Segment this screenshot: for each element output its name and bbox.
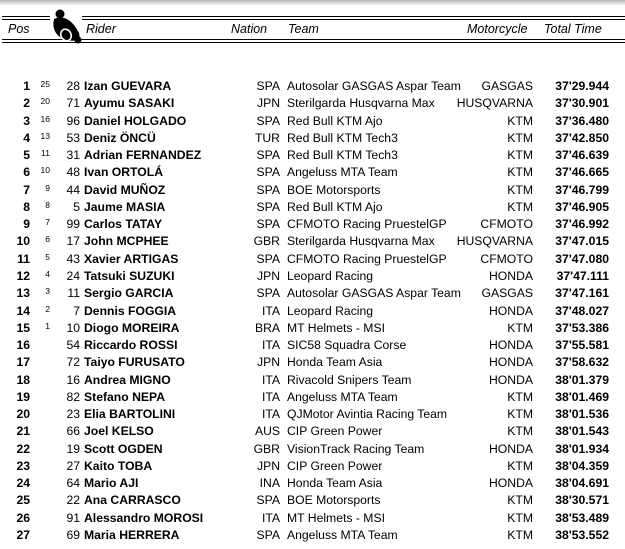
motorcycle: KTM — [507, 320, 533, 335]
motorcycle: KTM — [507, 182, 533, 197]
table-row — [0, 95, 625, 112]
position: 2 — [23, 96, 30, 111]
nation: ITA — [261, 303, 280, 318]
total-time: 38'53.552 — [555, 528, 609, 543]
nation: BRA — [254, 320, 280, 335]
team: BOE Motorsports — [287, 493, 381, 508]
points: 1 — [45, 320, 50, 331]
nation: ITA — [261, 407, 280, 422]
motorcycle: KTM — [507, 424, 533, 439]
points: 5 — [45, 251, 50, 262]
motorcycle: GASGAS — [481, 286, 533, 301]
header-nation: Nation — [231, 22, 268, 36]
rider-name: Riccardo ROSSI — [84, 338, 178, 353]
points: 4 — [45, 268, 50, 279]
motorcycle: KTM — [507, 407, 533, 422]
motorcycle: HONDA — [488, 338, 533, 353]
team: QJMotor Avintia Racing Team — [287, 407, 448, 422]
rider-number: 23 — [66, 407, 80, 422]
total-time: 38'01.536 — [555, 407, 609, 422]
rider-number: 24 — [66, 268, 80, 283]
table-row — [0, 527, 625, 544]
table-row — [0, 285, 625, 302]
nation: SPA — [256, 528, 280, 543]
position: 1 — [23, 79, 30, 93]
table-row — [0, 320, 625, 337]
total-time: 38'01.934 — [555, 441, 609, 456]
motorcycle: KTM — [507, 493, 533, 508]
rider-number: 44 — [66, 182, 80, 197]
position: 13 — [16, 286, 30, 301]
position: 15 — [16, 320, 30, 335]
team: Angeluss MTA Team — [287, 528, 398, 543]
nation: SPA — [256, 182, 280, 197]
table-row — [0, 164, 625, 181]
motorcycle: KTM — [507, 510, 533, 525]
table-row — [0, 216, 625, 233]
nation: SPA — [256, 199, 280, 214]
points: 9 — [45, 182, 50, 193]
header-total-time: Total Time — [544, 22, 602, 36]
rider-name: Joel KELSO — [84, 424, 154, 439]
total-time: 37'46.639 — [555, 148, 609, 163]
rider-number: 10 — [66, 320, 80, 335]
rider-name: Maria HERRERA — [84, 528, 180, 543]
nation: SPA — [256, 286, 280, 301]
points: 25 — [40, 79, 50, 89]
position: 3 — [23, 113, 30, 128]
position: 11 — [17, 251, 30, 266]
team: MT Helmets - MSI — [287, 320, 385, 335]
team: Angeluss MTA Team — [287, 389, 398, 404]
table-row — [0, 423, 625, 440]
nation: ITA — [261, 338, 280, 353]
rider-number: 99 — [66, 217, 80, 232]
total-time: 37'29.944 — [555, 79, 609, 93]
rider-name: John MCPHEE — [84, 234, 169, 249]
rider-number: 19 — [66, 441, 80, 456]
team: Honda Team Asia — [287, 355, 383, 370]
total-time: 37'47.111 — [556, 268, 609, 283]
nation: TUR — [254, 130, 280, 145]
position: 20 — [16, 407, 30, 422]
team: SIC58 Squadra Corse — [287, 338, 407, 353]
nation: INA — [259, 476, 280, 491]
position: 23 — [16, 458, 30, 473]
team: Angeluss MTA Team — [287, 165, 398, 180]
rider-name: Dennis FOGGIA — [84, 303, 177, 318]
rider-number: 16 — [66, 372, 80, 387]
position: 10 — [16, 234, 30, 249]
table-row — [0, 251, 625, 268]
rider-number: 31 — [66, 148, 80, 163]
position: 16 — [16, 338, 30, 353]
team: Sterilgarda Husqvarna Max — [287, 234, 435, 249]
total-time: 37'47.080 — [555, 251, 609, 266]
rider-name: Xavier ARTIGAS — [84, 251, 179, 266]
position: 9 — [23, 217, 30, 232]
rider-name: Ayumu SASAKI — [84, 96, 175, 111]
motorcycle: HONDA — [488, 441, 533, 456]
rider-name: Diogo MOREIRA — [84, 320, 180, 335]
nation: SPA — [256, 148, 280, 163]
total-time: 38'30.571 — [555, 493, 609, 508]
rider-name: Ivan ORTOLÁ — [84, 165, 164, 180]
motorcycle: HONDA — [488, 303, 533, 318]
total-time: 37'46.799 — [555, 182, 609, 197]
total-time: 37'48.027 — [555, 303, 609, 318]
table-row — [0, 147, 625, 164]
position: 26 — [16, 510, 30, 525]
motorcycle: CFMOTO — [480, 217, 533, 232]
position: 18 — [16, 372, 30, 387]
table-row — [0, 510, 625, 527]
total-time: 38'04.359 — [555, 458, 609, 473]
table-row — [0, 475, 625, 492]
nation: JPN — [256, 458, 280, 473]
motorcycle: KTM — [507, 389, 533, 404]
position: 22 — [16, 441, 30, 456]
position: 27 — [16, 528, 30, 543]
points: 10 — [40, 165, 50, 176]
header-motorcycle: Motorcycle — [467, 22, 528, 36]
nation: SPA — [256, 165, 280, 180]
motorcycle: KTM — [507, 148, 533, 163]
table-row — [0, 337, 625, 354]
position: 17 — [16, 355, 30, 370]
position: 6 — [23, 165, 30, 180]
total-time: 37'42.850 — [555, 130, 609, 145]
nation: GBR — [253, 234, 280, 249]
position: 5 — [23, 148, 30, 163]
rider-number: 64 — [66, 476, 80, 491]
rider-number: 5 — [73, 199, 80, 214]
header-team: Team — [288, 22, 319, 36]
table-row — [0, 389, 625, 406]
table-row — [0, 372, 625, 389]
rider-number: 91 — [66, 510, 80, 525]
points: 3 — [45, 286, 50, 297]
nation: SPA — [256, 113, 280, 128]
rider-number: 96 — [66, 113, 80, 128]
rider-name: Carlos TATAY — [84, 217, 163, 232]
motorcycle: KTM — [507, 113, 533, 128]
points: 7 — [45, 217, 50, 228]
motorcycle: KTM — [507, 458, 533, 473]
position: 19 — [16, 389, 30, 404]
total-time: 37'36.480 — [555, 113, 609, 128]
rider-name: Jaume MASIA — [84, 199, 166, 214]
rider-number: 71 — [66, 96, 80, 111]
rider-number: 17 — [66, 234, 80, 249]
nation: ITA — [261, 510, 280, 525]
total-time: 38'01.543 — [555, 424, 609, 439]
motorcycle: HONDA — [488, 268, 533, 283]
top-shadow — [0, 0, 625, 6]
nation: JPN — [256, 355, 280, 370]
rider-name: Kaito TOBA — [84, 458, 153, 473]
rider-name: Adrian FERNANDEZ — [84, 148, 202, 163]
team: Leopard Racing — [287, 303, 374, 318]
motorcycle: KTM — [507, 528, 533, 543]
total-time: 38'04.691 — [555, 476, 609, 491]
team: Autosolar GASGAS Aspar Team — [287, 79, 461, 93]
rider-number: 82 — [66, 389, 80, 404]
table-row — [0, 441, 625, 458]
rider-name: Elia BARTOLINI — [84, 407, 176, 422]
rider-name: Stefano NEPA — [84, 389, 166, 404]
rider-name: Izan GUEVARA — [84, 79, 172, 93]
rider-name: Andrea MIGNO — [84, 372, 171, 387]
header-rider: Rider — [86, 22, 116, 36]
table-row — [0, 268, 625, 285]
nation: SPA — [256, 493, 280, 508]
team: Rivacold Snipers Team — [287, 372, 412, 387]
header-rule — [82, 16, 625, 17]
rider-name: David MUÑOZ — [84, 182, 166, 197]
total-time: 37'47.015 — [555, 234, 609, 249]
motorcycle: CFMOTO — [480, 251, 533, 266]
results-header — [0, 16, 625, 43]
team: Red Bull KTM Ajo — [287, 113, 383, 128]
rider-number: 69 — [66, 528, 80, 543]
header-rule — [2, 19, 50, 20]
total-time: 37'53.386 — [555, 320, 609, 335]
rider-number: 7 — [73, 303, 80, 318]
points: 11 — [41, 148, 50, 159]
team: VisionTrack Racing Team — [287, 441, 425, 456]
total-time: 37'30.901 — [555, 96, 609, 111]
table-row — [0, 78, 625, 95]
total-time: 37'47.161 — [555, 286, 609, 301]
rider-number: 22 — [66, 493, 80, 508]
points: 13 — [40, 130, 50, 141]
rider-name: Mario AJI — [84, 476, 139, 491]
total-time: 37'55.581 — [555, 338, 609, 353]
rider-number: 53 — [66, 130, 80, 145]
nation: ITA — [261, 389, 280, 404]
team: Honda Team Asia — [287, 476, 383, 491]
team: CIP Green Power — [287, 424, 383, 439]
rider-name: Tatsuki SUZUKI — [84, 268, 175, 283]
rider-name: Ana CARRASCO — [84, 493, 181, 508]
motorcycle: HUSQVARNA — [456, 96, 533, 111]
motorcycle: HONDA — [488, 372, 533, 387]
motorcycle: HONDA — [488, 476, 533, 491]
rider-number: 72 — [66, 355, 80, 370]
rider-number: 48 — [66, 165, 80, 180]
team: Autosolar GASGAS Aspar Team — [287, 286, 461, 301]
table-row — [0, 303, 625, 320]
motorcycle: KTM — [507, 130, 533, 145]
motorcycle: GASGAS — [481, 79, 533, 93]
total-time: 37'46.665 — [555, 165, 609, 180]
rider-name: Daniel HOLGADO — [84, 113, 187, 128]
motorcycle-rider-icon — [50, 9, 84, 45]
team: MT Helmets - MSI — [287, 510, 385, 525]
nation: SPA — [256, 79, 280, 93]
table-row — [0, 492, 625, 509]
points: 6 — [45, 234, 50, 245]
table-row — [0, 458, 625, 475]
total-time: 37'46.992 — [555, 217, 609, 232]
nation: SPA — [256, 251, 280, 266]
total-time: 37'46.905 — [555, 199, 609, 214]
table-row — [0, 354, 625, 371]
team: BOE Motorsports — [287, 182, 381, 197]
points: 16 — [40, 113, 50, 124]
rider-name: Deniz ÖNCÜ — [84, 130, 156, 145]
rider-name: Alessandro MOROSI — [84, 510, 204, 525]
points: 20 — [40, 96, 50, 107]
table-row — [0, 113, 625, 130]
motorcycle: KTM — [507, 165, 533, 180]
rider-number: 28 — [66, 79, 80, 93]
table-row — [0, 233, 625, 250]
table-row — [0, 130, 625, 147]
team: Red Bull KTM Tech3 — [287, 148, 398, 163]
motorcycle: HONDA — [488, 355, 533, 370]
position: 4 — [23, 130, 30, 145]
position: 12 — [16, 268, 30, 283]
position: 8 — [23, 199, 30, 214]
team: Red Bull KTM Ajo — [287, 199, 383, 214]
rider-name: Scott OGDEN — [84, 441, 163, 456]
table-row — [0, 182, 625, 199]
table-row — [0, 199, 625, 216]
nation: SPA — [256, 217, 280, 232]
team: CFMOTO Racing PruestelGP — [287, 217, 447, 232]
team: Red Bull KTM Tech3 — [287, 130, 398, 145]
total-time: 38'53.489 — [555, 510, 609, 525]
position: 24 — [16, 476, 30, 491]
table-row — [0, 406, 625, 423]
rider-number: 54 — [66, 338, 80, 353]
rider-number: 11 — [67, 286, 80, 301]
total-time: 37'58.632 — [555, 355, 609, 370]
motorcycle: KTM — [507, 199, 533, 214]
position: 7 — [23, 182, 30, 197]
header-rule — [2, 16, 50, 17]
nation: ITA — [261, 372, 280, 387]
total-time: 38'01.379 — [555, 372, 609, 387]
rider-number: 43 — [66, 251, 80, 266]
header-rule — [2, 39, 625, 40]
team: CIP Green Power — [287, 458, 383, 473]
position: 25 — [16, 493, 30, 508]
rider-name: Sergio GARCIA — [84, 286, 174, 301]
nation: JPN — [256, 268, 280, 283]
nation: GBR — [253, 441, 280, 456]
rider-name: Taiyo FURUSATO — [84, 355, 185, 370]
rider-number: 66 — [66, 424, 80, 439]
header-pos: Pos — [8, 22, 30, 36]
team: Sterilgarda Husqvarna Max — [287, 96, 435, 111]
nation: JPN — [256, 96, 280, 111]
header-rule — [2, 42, 625, 43]
team: CFMOTO Racing PruestelGP — [287, 251, 447, 266]
team: Leopard Racing — [287, 268, 374, 283]
motorcycle: HUSQVARNA — [456, 234, 533, 249]
points: 2 — [45, 303, 50, 314]
position: 21 — [16, 424, 30, 439]
nation: AUS — [254, 424, 280, 439]
position: 14 — [16, 303, 30, 318]
total-time: 38'01.469 — [555, 389, 609, 404]
points: 8 — [45, 199, 50, 210]
rider-number: 27 — [66, 458, 80, 473]
header-rule — [82, 19, 625, 20]
